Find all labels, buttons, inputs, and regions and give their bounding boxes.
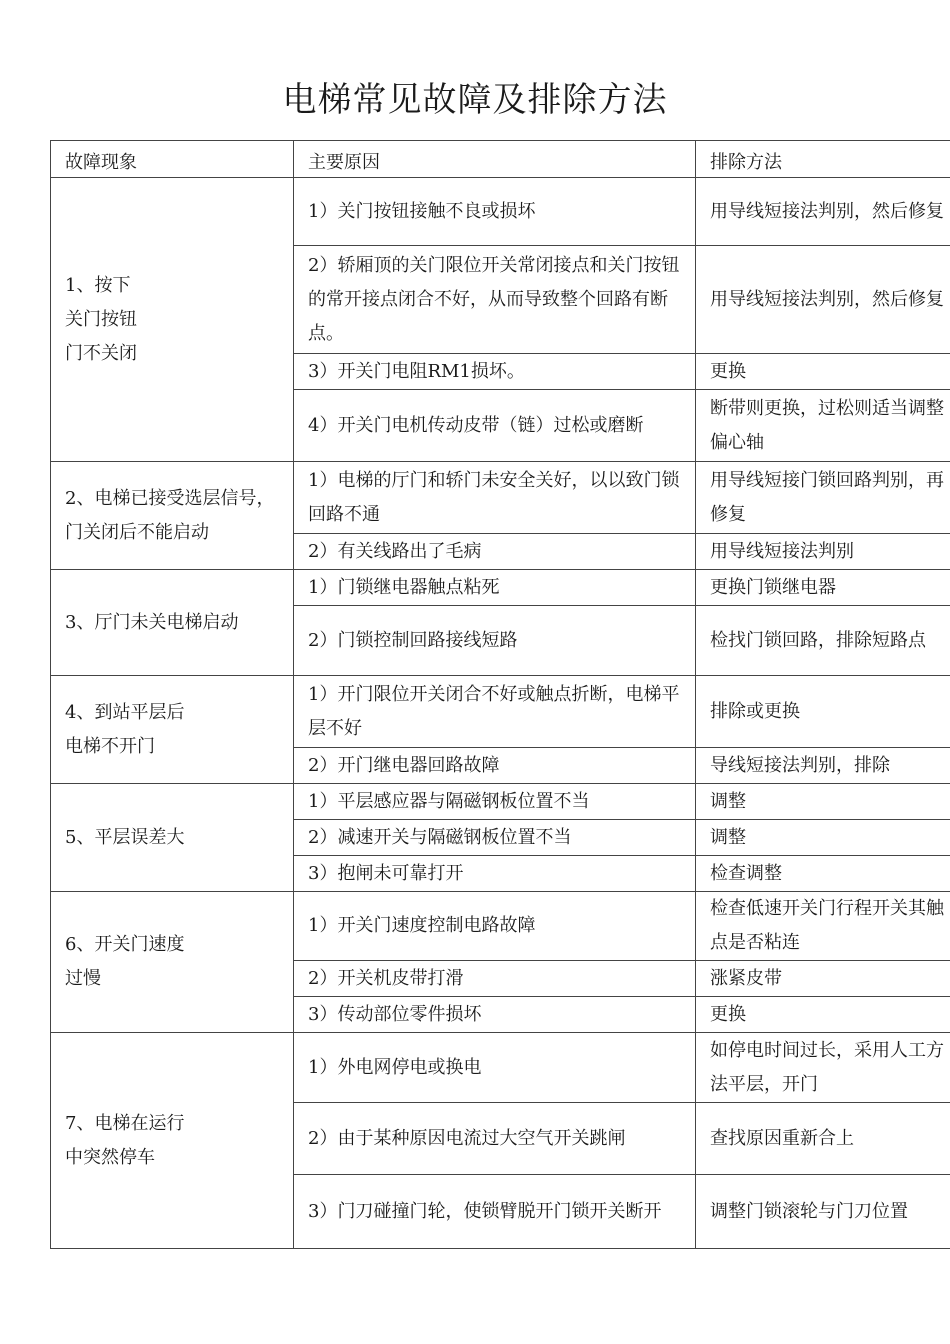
fault-phenomenon-cell: 7、电梯在运行 中突然停车: [51, 1033, 294, 1249]
cause-cell: 2）门锁控制回路接线短路: [294, 606, 696, 676]
method-cell: 更换门锁继电器: [696, 570, 950, 606]
cause-cell: 1）门锁继电器触点粘死: [294, 570, 696, 606]
cause-cell: 1）电梯的厅门和轿门未安全关好，以以致门锁回路不通: [294, 462, 696, 534]
method-cell: 调整: [696, 820, 950, 856]
table-row: [51, 784, 950, 820]
fault-table: [50, 140, 950, 1249]
cause-cell: 1）关门按钮接触不良或损坏: [294, 178, 696, 246]
method-cell: 用导线短接法判别，然后修复: [696, 178, 950, 246]
cause-cell: 1）外电网停电或换电: [294, 1033, 696, 1103]
header-cause: 主要原因: [294, 141, 696, 178]
cause-cell: 3）传动部位零件损坏: [294, 997, 696, 1033]
cause-cell: 2）减速开关与隔磁钢板位置不当: [294, 820, 696, 856]
method-cell: 查找原因重新合上: [696, 1103, 950, 1175]
method-cell: 用导线短接法判别，然后修复: [696, 246, 950, 354]
cause-cell: 2）开关机皮带打滑: [294, 961, 696, 997]
fault-phenomenon-cell: 3、厅门未关电梯启动: [51, 570, 294, 676]
cause-cell: 1）开关门速度控制电路故障: [294, 892, 696, 961]
method-cell: 检查低速开关门行程开关其触点是否粘连: [696, 892, 950, 961]
table-row: [51, 892, 950, 961]
method-cell: 检找门锁回路，排除短路点: [696, 606, 950, 676]
fault-phenomenon-cell: 1、按下 关门按钮 门不关闭: [51, 178, 294, 462]
cause-cell: 4）开关门电机传动皮带（链）过松或磨断: [294, 390, 696, 462]
table-row: [51, 676, 950, 748]
cause-cell: 3）门刀碰撞门轮，使锁臂脱开门锁开关断开: [294, 1175, 696, 1249]
header-method: 排除方法: [696, 141, 950, 178]
table-header-row: [51, 141, 950, 178]
fault-phenomenon-cell: 5、平层误差大: [51, 784, 294, 892]
fault-phenomenon-cell: 6、开关门速度 过慢: [51, 892, 294, 1033]
table-row: [51, 462, 950, 534]
cause-cell: 2）有关线路出了毛病: [294, 534, 696, 570]
table-row: [51, 178, 950, 246]
cause-cell: 3）抱闸未可靠打开: [294, 856, 696, 892]
cause-cell: 1）开门限位开关闭合不好或触点折断，电梯平层不好: [294, 676, 696, 748]
table-row: [51, 1033, 950, 1103]
fault-table-body: [51, 141, 950, 1249]
cause-cell: 1）平层感应器与隔磁钢板位置不当: [294, 784, 696, 820]
method-cell: 用导线短接法判别: [696, 534, 950, 570]
method-cell: 用导线短接门锁回路判别，再修复: [696, 462, 950, 534]
method-cell: 如停电时间过长，采用人工方法平层，开门: [696, 1033, 950, 1103]
method-cell: 排除或更换: [696, 676, 950, 748]
method-cell: 调整门锁滚轮与门刀位置: [696, 1175, 950, 1249]
page-title: 电梯常见故障及排除方法: [282, 80, 668, 120]
method-cell: 断带则更换，过松则适当调整偏心轴: [696, 390, 950, 462]
cause-cell: 2）由于某种原因电流过大空气开关跳闸: [294, 1103, 696, 1175]
cause-cell: 3）开关门电阻RM1损坏。: [294, 354, 696, 390]
method-cell: 更换: [696, 997, 950, 1033]
cause-cell: 2）开门继电器回路故障: [294, 748, 696, 784]
fault-phenomenon-cell: 4、到站平层后 电梯不开门: [51, 676, 294, 784]
method-cell: 更换: [696, 354, 950, 390]
table-row: [51, 570, 950, 606]
method-cell: 涨紧皮带: [696, 961, 950, 997]
method-cell: 检查调整: [696, 856, 950, 892]
header-phenomenon: 故障现象: [51, 141, 294, 178]
cause-cell: 2）轿厢顶的关门限位开关常闭接点和关门按钮的常开接点闭合不好，从而导致整个回路有断点。: [294, 246, 696, 354]
fault-phenomenon-cell: 2、电梯已接受选层信号，门关闭后不能启动: [51, 462, 294, 570]
method-cell: 导线短接法判别，排除: [696, 748, 950, 784]
method-cell: 调整: [696, 784, 950, 820]
